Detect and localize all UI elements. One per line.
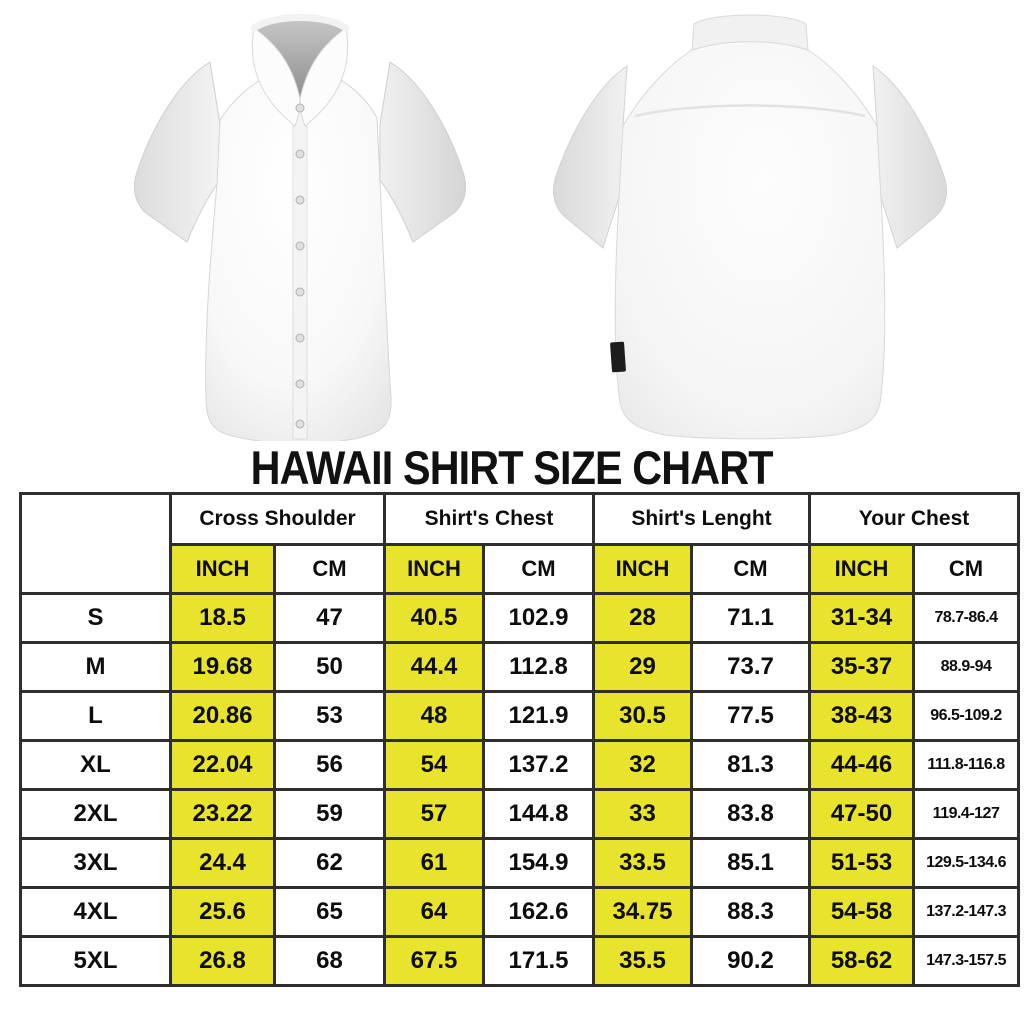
back-right-sleeve [873, 66, 947, 248]
value-cell: 29 [594, 643, 692, 692]
shirt-front-image [125, 4, 475, 441]
value-cell: 44-46 [810, 741, 914, 790]
value-cell: 144.8 [484, 790, 594, 839]
back-side-tag [610, 342, 626, 373]
size-row-s [21, 594, 1019, 643]
size-cell: 5XL [21, 937, 171, 986]
value-cell: 23.22 [171, 790, 275, 839]
value-cell: 51-53 [810, 839, 914, 888]
size-row-3xl [21, 839, 1019, 888]
value-cell: 77.5 [692, 692, 810, 741]
value-cell: 38-43 [810, 692, 914, 741]
value-cell: 162.6 [484, 888, 594, 937]
value-cell: 64 [385, 888, 484, 937]
group-header-shirts-chest: Shirt's Chest [385, 494, 594, 545]
value-cell: 48 [385, 692, 484, 741]
unit-header-inch: INCH [594, 545, 692, 594]
value-cell: 35.5 [594, 937, 692, 986]
value-cell: 20.86 [171, 692, 275, 741]
value-cell: 35-37 [810, 643, 914, 692]
unit-header-cm: CM [275, 545, 385, 594]
size-cell: 3XL [21, 839, 171, 888]
value-cell: 30.5 [594, 692, 692, 741]
value-cell: 154.9 [484, 839, 594, 888]
unit-header-inch: INCH [385, 545, 484, 594]
value-cell: 33 [594, 790, 692, 839]
shirt-back-image [545, 8, 955, 440]
value-cell: 71.1 [692, 594, 810, 643]
value-cell: 96.5-109.2 [914, 692, 1019, 741]
value-cell: 147.3-157.5 [914, 937, 1019, 986]
back-body [615, 41, 885, 439]
value-cell: 44.4 [385, 643, 484, 692]
size-row-m [21, 643, 1019, 692]
unit-header-cm: CM [484, 545, 594, 594]
value-cell: 47 [275, 594, 385, 643]
group-header-your-chest: Your Chest [810, 494, 1019, 545]
value-cell: 65 [275, 888, 385, 937]
value-cell: 54-58 [810, 888, 914, 937]
value-cell: 31-34 [810, 594, 914, 643]
value-cell: 90.2 [692, 937, 810, 986]
value-cell: 26.8 [171, 937, 275, 986]
size-row-2xl [21, 790, 1019, 839]
value-cell: 119.4-127 [914, 790, 1019, 839]
value-cell: 40.5 [385, 594, 484, 643]
group-header-cross-shoulder: Cross Shoulder [171, 494, 385, 545]
value-cell: 25.6 [171, 888, 275, 937]
value-cell: 111.8-116.8 [914, 741, 1019, 790]
value-cell: 18.5 [171, 594, 275, 643]
front-right-sleeve [380, 62, 466, 242]
size-cell: L [21, 692, 171, 741]
value-cell: 53 [275, 692, 385, 741]
value-cell: 57 [385, 790, 484, 839]
unit-header-cm: CM [692, 545, 810, 594]
value-cell: 67.5 [385, 937, 484, 986]
value-cell: 137.2-147.3 [914, 888, 1019, 937]
size-cell: XL [21, 741, 171, 790]
front-left-sleeve [134, 62, 220, 242]
back-left-sleeve [553, 66, 627, 248]
value-cell: 47-50 [810, 790, 914, 839]
value-cell: 83.8 [692, 790, 810, 839]
size-chart-table [19, 492, 1020, 987]
value-cell: 129.5-134.6 [914, 839, 1019, 888]
group-header-shirts-lenght: Shirt's Lenght [594, 494, 810, 545]
value-cell: 85.1 [692, 839, 810, 888]
value-cell: 61 [385, 839, 484, 888]
value-cell: 19.68 [171, 643, 275, 692]
size-cell: 4XL [21, 888, 171, 937]
value-cell: 28 [594, 594, 692, 643]
value-cell: 22.04 [171, 741, 275, 790]
unit-header-inch: INCH [171, 545, 275, 594]
value-cell: 24.4 [171, 839, 275, 888]
size-row-l [21, 692, 1019, 741]
value-cell: 59 [275, 790, 385, 839]
value-cell: 102.9 [484, 594, 594, 643]
value-cell: 137.2 [484, 741, 594, 790]
value-cell: 81.3 [692, 741, 810, 790]
unit-header-inch: INCH [810, 545, 914, 594]
page-title [0, 440, 1024, 495]
value-cell: 121.9 [484, 692, 594, 741]
value-cell: 32 [594, 741, 692, 790]
value-cell: 73.7 [692, 643, 810, 692]
value-cell: 88.9-94 [914, 643, 1019, 692]
value-cell: 78.7-86.4 [914, 594, 1019, 643]
value-cell: 88.3 [692, 888, 810, 937]
value-cell: 68 [275, 937, 385, 986]
value-cell: 112.8 [484, 643, 594, 692]
size-row-5xl [21, 937, 1019, 986]
size-row-4xl [21, 888, 1019, 937]
value-cell: 62 [275, 839, 385, 888]
value-cell: 58-62 [810, 937, 914, 986]
size-cell: S [21, 594, 171, 643]
value-cell: 33.5 [594, 839, 692, 888]
size-row-xl [21, 741, 1019, 790]
table-corner-cell [21, 494, 171, 594]
size-cell: M [21, 643, 171, 692]
value-cell: 50 [275, 643, 385, 692]
value-cell: 171.5 [484, 937, 594, 986]
value-cell: 54 [385, 741, 484, 790]
value-cell: 34.75 [594, 888, 692, 937]
unit-header-cm: CM [914, 545, 1019, 594]
page-title-text: HAWAII SHIRT SIZE CHART [250, 441, 774, 494]
value-cell: 56 [275, 741, 385, 790]
size-cell: 2XL [21, 790, 171, 839]
